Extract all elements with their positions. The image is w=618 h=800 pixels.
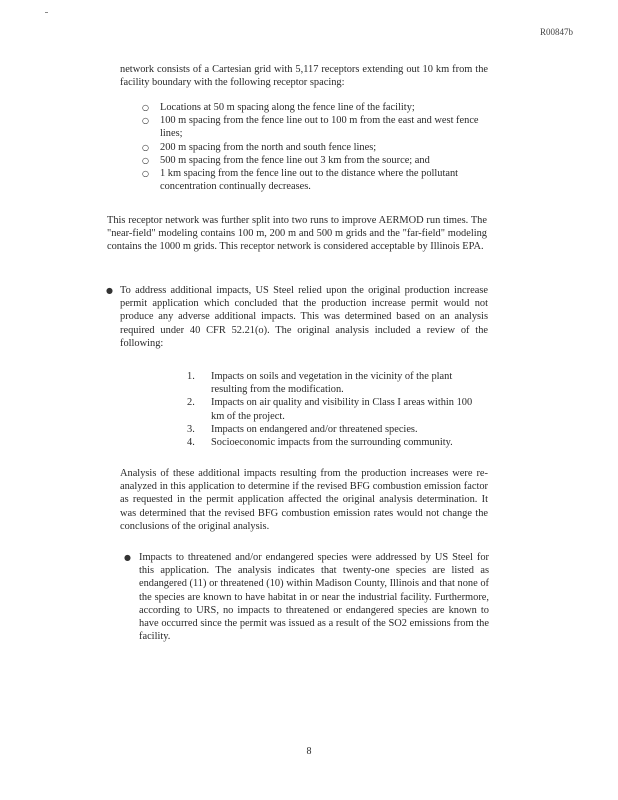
circle-bullet-icon: ○ — [142, 103, 149, 112]
receptor-split-paragraph: This receptor network was further split into two runs to improve AERMOD run times. The "near-field" modeling contains 100 m, 200 m and 500 m grids and the "far-field" modeling contains the 1000 m grids. This receptor network is considered acceptable by Illinois EPA. — [107, 215, 487, 253]
intro-paragraph: network consists of a Cartesian grid with 5,117 receptors extending out 10 km from the facility boundary with the following receptor spacing: — [120, 64, 488, 89]
species-paragraph: Impacts to threatened and/or endangered species were addressed by US Steel for this application. The analysis indicates that twenty-one species are listed as endangered (11) or threatened (10) within Madison County, Illinois and that none of the species are known to have habitat in or near the industrial facility. Furthermore, according to URS, no impacts to threatened or endangered species are known to have occurred since the permit was issued as a result of the SO2 emissions from the facility. — [139, 552, 489, 643]
list-item: ○ Locations at 50 m spacing along the fence line of the facility; — [142, 102, 415, 113]
bullet-icon: ● — [106, 286, 113, 295]
bullet-icon: ● — [124, 553, 131, 562]
list-item: 4. Socioeconomic impacts from the surrounding community. — [187, 437, 453, 449]
list-item: 2. Impacts on air quality and visibility in Class I areas within 100 km of the project. — [187, 397, 473, 422]
circle-bullet-icon: ○ — [142, 116, 149, 126]
scan-mark — [45, 12, 48, 13]
circle-bullet-icon: ○ — [142, 155, 149, 165]
circle-bullet-icon: ○ — [142, 169, 149, 179]
list-item: ○ 100 m spacing from the fence line out to 100 m from the east and west fence lines; — [142, 115, 479, 140]
list-item: ○ 500 m spacing from the fence line out 3 km from the source; and — [142, 154, 430, 166]
additional-impacts-paragraph: To address additional impacts, US Steel relied upon the original production increase permit application which concluded that the production increase permit would not produce any adverse additional impacts. This was determined based on an analysis required under 40 CFR 52.21(o). The original analysis included a review of the following: — [120, 285, 488, 349]
list-item: 1. Impacts on soils and vegetation in the vicinity of the plant resulting from the modification. — [187, 371, 453, 396]
list-item: ○ 1 km spacing from the fence line out to the distance where the pollutant concentration continually decreases. — [142, 168, 459, 193]
list-item: ○ 200 m spacing from the north and south fence lines; — [142, 141, 377, 153]
review-list — [187, 370, 487, 449]
document-id: R00847b — [539, 27, 573, 37]
list-item: 3. Impacts on endangered and/or threatened species. — [187, 423, 418, 435]
receptor-spacing-list — [140, 101, 488, 193]
analysis-paragraph: Analysis of these additional impacts resulting from the production increases were re-analyzed in this application to determine if the revised BFG combustion emission factor as requested in the permit application affected the original analysis determination. It was determined that the revised BFG combustion emission rates would not change the conclusions of the original analysis. — [120, 468, 488, 532]
circle-bullet-icon: ○ — [142, 142, 149, 152]
page-number: 8 — [306, 746, 312, 757]
